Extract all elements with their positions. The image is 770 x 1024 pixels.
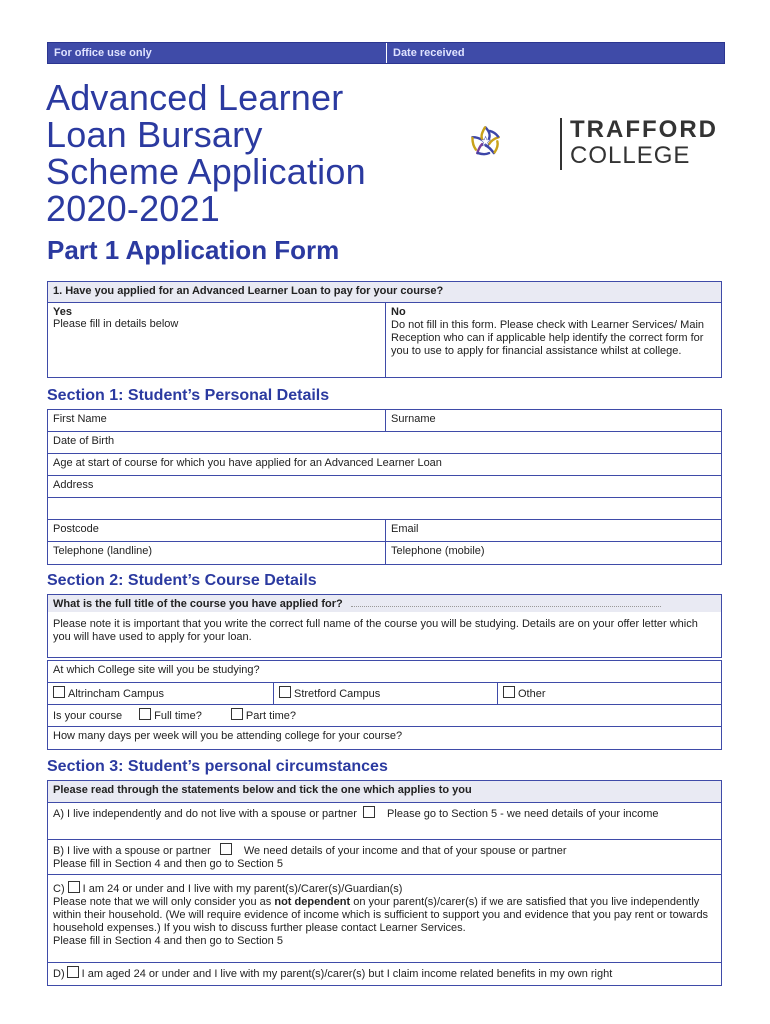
option-d-text: I am aged 24 or under and I live with my parent(s)/carer(s) but I claim income related benefits in my own right	[81, 968, 613, 980]
course-mode-options	[48, 705, 721, 726]
date-received-label: Date received	[393, 47, 465, 59]
option-c-row	[48, 875, 721, 963]
section-2-title: Section 2: Student’s Course Details	[47, 572, 317, 589]
option-c-text: I am 24 or under and I live with my parent(s)/Carer(s)/Guardian(s)	[82, 883, 403, 895]
days-field[interactable]	[48, 727, 721, 749]
loan-question-header	[48, 282, 721, 303]
course-mode-row	[48, 705, 721, 727]
surname-field[interactable]	[386, 410, 721, 431]
telephone-landline-field[interactable]	[48, 542, 386, 564]
option-c-note-bold: not dependent	[274, 896, 351, 908]
part-title: Part 1 Application Form	[47, 235, 340, 265]
first-name-label: First Name	[53, 413, 107, 425]
loan-answer-row	[48, 303, 721, 377]
office-use-bar	[47, 42, 725, 64]
address-row	[48, 476, 721, 498]
course-title-input-line[interactable]	[351, 606, 661, 607]
section-3-title: Section 3: Student’s personal circumstances	[47, 758, 388, 775]
address-field[interactable]	[48, 476, 721, 497]
title-line-1: Advanced Learner	[46, 77, 344, 118]
telephone-row	[48, 542, 721, 564]
option-b-checkbox[interactable]	[220, 843, 232, 855]
option-c-checkbox[interactable]	[68, 881, 80, 893]
title-line-3: Scheme Application	[46, 151, 366, 192]
dob-label: Date of Birth	[53, 435, 115, 447]
site-altrincham-option[interactable]	[48, 683, 274, 704]
logo-wordmark	[570, 117, 718, 169]
age-field[interactable]	[48, 454, 721, 475]
option-a-row	[48, 803, 721, 840]
first-name-field[interactable]	[48, 410, 386, 431]
option-c-label: C)	[53, 883, 65, 895]
option-b[interactable]	[48, 840, 721, 874]
logo-divider	[560, 118, 562, 170]
option-b-fill: Please fill in Section 4 and then go to Section 5	[53, 858, 283, 870]
postcode-field[interactable]	[48, 520, 386, 541]
yes-instructions: Please fill in details below	[53, 318, 179, 330]
age-label: Age at start of course for which you have applied for an Advanced Learner Loan	[53, 457, 442, 469]
full-time-label: Full time?	[154, 710, 202, 722]
option-c-fill: Please fill in Section 4 and then go to Section 5	[53, 935, 283, 947]
circumstances-instruction: Please read through the statements below and tick the one which applies to you	[53, 784, 472, 796]
option-c[interactable]	[48, 875, 721, 962]
name-row	[48, 410, 721, 432]
site-other-option[interactable]	[498, 683, 721, 704]
address-row-2	[48, 498, 721, 520]
no-label: No	[391, 306, 406, 318]
course-title-header	[48, 595, 721, 612]
loan-question-text: 1. Have you applied for an Advanced Learner Loan to pay for your course?	[53, 285, 444, 297]
logo-name-trafford: TRAFFORD	[570, 116, 718, 143]
option-a-goto: Please go to Section 5 - we need details of your income	[387, 808, 659, 820]
site-options-row	[48, 683, 721, 705]
other-checkbox[interactable]	[503, 686, 515, 698]
course-details-box	[47, 594, 722, 658]
postcode-label: Postcode	[53, 523, 99, 535]
option-d-checkbox[interactable]	[67, 966, 79, 978]
site-stretford-option[interactable]	[274, 683, 498, 704]
trafford-college-star-logo-icon	[470, 94, 560, 190]
option-b-row	[48, 840, 721, 875]
section-1-title: Section 1: Student’s Personal Details	[47, 387, 330, 404]
option-c-note-pre: Please note that we will only consider you as	[53, 896, 272, 908]
stretford-checkbox[interactable]	[279, 686, 291, 698]
part-time-option[interactable]	[231, 710, 296, 722]
course-title-row	[48, 595, 721, 657]
yes-label: Yes	[53, 306, 72, 318]
loan-no-option[interactable]	[386, 303, 721, 377]
telephone-landline-label: Telephone (landline)	[53, 545, 153, 557]
days-row	[48, 727, 721, 749]
page-title	[46, 79, 466, 227]
option-b-text: B) I live with a spouse or partner	[53, 845, 211, 857]
full-time-option[interactable]	[139, 710, 202, 722]
postcode-email-row	[48, 520, 721, 542]
address-label: Address	[53, 479, 94, 491]
logo-name-college: COLLEGE	[570, 142, 691, 169]
option-b-need: We need details of your income and that of your spouse or partner	[243, 845, 567, 857]
circumstances-box	[47, 780, 722, 986]
circumstances-header	[48, 781, 721, 803]
option-d-label: D)	[53, 968, 65, 980]
site-question: At which College site will you be studying?	[53, 664, 260, 676]
other-label: Other	[518, 688, 546, 700]
site-question-row	[48, 661, 721, 683]
telephone-mobile-label: Telephone (mobile)	[391, 545, 485, 557]
option-d[interactable]	[48, 963, 721, 985]
option-a[interactable]	[48, 803, 721, 839]
course-site-box	[47, 660, 722, 750]
office-use-only-label: For office use only	[48, 43, 387, 63]
dob-field[interactable]	[48, 432, 721, 453]
days-question: How many days per week will you be attending college for your course?	[53, 730, 403, 742]
option-a-checkbox[interactable]	[363, 806, 375, 818]
part-time-checkbox[interactable]	[231, 708, 243, 720]
surname-label: Surname	[391, 413, 436, 425]
age-row	[48, 454, 721, 476]
email-field[interactable]	[386, 520, 721, 541]
altrincham-checkbox[interactable]	[53, 686, 65, 698]
course-mode-label: Is your course	[53, 710, 123, 722]
email-label: Email	[391, 523, 419, 535]
course-title-note: Please note it is important that you write the correct full name of the course you will be studying. Details are on your offer letter which you will have used to apply for your loan.	[53, 618, 698, 643]
dob-row	[48, 432, 721, 454]
option-a-text: A) I live independently and do not live with a spouse or partner	[53, 808, 357, 820]
title-line-2: Loan Bursary	[46, 114, 263, 155]
course-title-question: What is the full title of the course you have applied for?	[53, 598, 343, 610]
telephone-mobile-field[interactable]	[386, 542, 721, 564]
title-line-4: 2020-2021	[46, 188, 220, 229]
part-time-label: Part time?	[245, 710, 297, 722]
option-d-row	[48, 963, 721, 985]
option-c-note-post: on your parent(s)/carer(s) if we are satisfied that you live independently within their household. (We will require evidence of income which is sufficient to support you and evidence that you pay rent or towards household expenses.) If you wish to discuss further please contact Learner Services.	[53, 896, 709, 934]
full-time-checkbox[interactable]	[139, 708, 151, 720]
loan-question-box	[47, 281, 722, 378]
altrincham-label: Altrincham Campus	[68, 688, 164, 700]
personal-details-table	[47, 409, 722, 565]
loan-yes-option[interactable]	[48, 303, 386, 377]
no-instructions: Do not fill in this form. Please check with Learner Services/ Main Reception who can if applicable help identify the correct form for you to use to apply for financial assistance whilst at college.	[391, 319, 705, 357]
address-field-line-2[interactable]	[48, 498, 721, 519]
stretford-label: Stretford Campus	[294, 688, 381, 700]
